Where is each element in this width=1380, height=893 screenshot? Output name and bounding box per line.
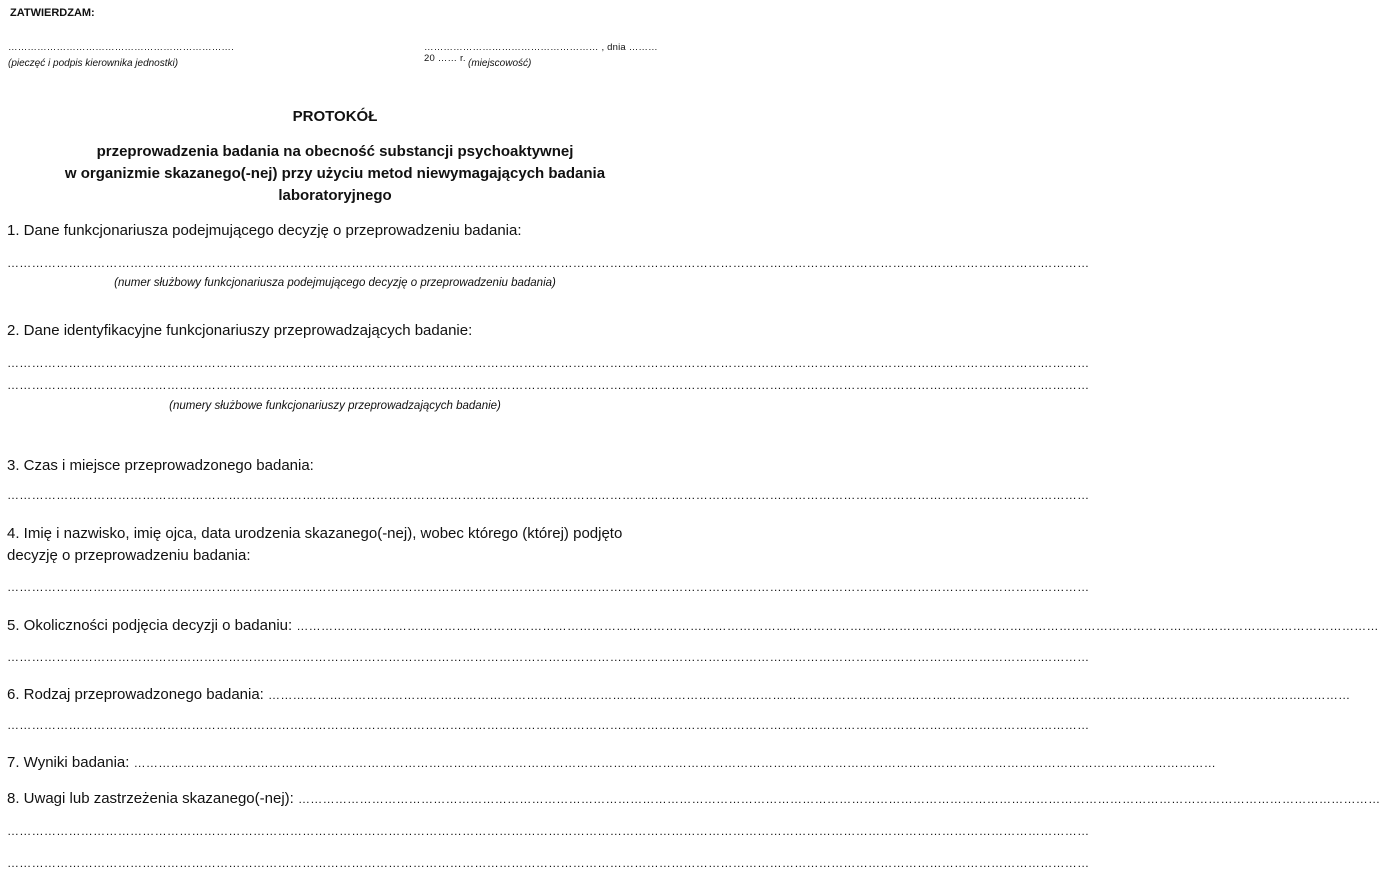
- item-8-inline-dots[interactable]: …………………………………………………………………………………………………………………………………………………………………………………………………………………………………………: [297, 792, 1380, 806]
- item-7-row: [7, 752, 1217, 774]
- item-6-fill-line[interactable]: …………………………………………………………………………………………………………………………………………………………………………………………………………………………………………: [7, 718, 1090, 732]
- item-5-label: 5. Okoliczności podjęcia decyzji o badaniu:: [7, 617, 293, 634]
- item-3-fill-line[interactable]: …………………………………………………………………………………………………………………………………………………………………………………………………………………………………………: [7, 488, 1090, 502]
- item-6-row: [7, 684, 1351, 706]
- item-4-label: 4. Imię i nazwisko, imię ojca, data urodzenia skazanego(-nej), wobec którego (której) podjęto decyzję o przeprowadzeniu badania:: [7, 525, 623, 564]
- item-8-row: [7, 788, 1380, 810]
- item-1-fill-line[interactable]: …………………………………………………………………………………………………………………………………………………………………………………………………………………………………………: [7, 256, 1090, 270]
- item-6-inline-dots[interactable]: …………………………………………………………………………………………………………………………………………………………………………………………………………………………………………: [268, 688, 1351, 702]
- item-3-label: 3. Czas i miejsce przeprowadzonego badania:: [7, 457, 314, 474]
- item-7-inline-dots[interactable]: …………………………………………………………………………………………………………………………………………………………………………………………………………………………………………: [133, 756, 1217, 770]
- item-5-inline-dots[interactable]: …………………………………………………………………………………………………………………………………………………………………………………………………………………………………………: [296, 619, 1379, 633]
- item-5-fill-line[interactable]: …………………………………………………………………………………………………………………………………………………………………………………………………………………………………………: [7, 650, 1090, 664]
- item-6-label: 6. Rodzaj przeprowadzonego badania:: [7, 686, 264, 703]
- item-8-fill-line-1[interactable]: …………………………………………………………………………………………………………………………………………………………………………………………………………………………………………: [7, 824, 1090, 838]
- subtitle-line-1: przeprowadzenia badania na obecność substancji psychoaktywnej: [96, 143, 574, 160]
- item-2-label: 2. Dane identyfikacyjne funkcjonariuszy przeprowadzających badanie:: [7, 322, 473, 339]
- item-7-label: 7. Wyniki badania:: [7, 754, 130, 771]
- item-5-row: [7, 615, 1379, 637]
- document-title: PROTOKÓŁ: [292, 108, 378, 125]
- signature-dots: …………………………………………………………….: [8, 42, 234, 53]
- signature-caption: (pieczęć i podpis kierownika jednostki): [8, 58, 179, 69]
- item-8-fill-line-2[interactable]: …………………………………………………………………………………………………………………………………………………………………………………………………………………………………………: [7, 856, 1090, 870]
- approval-label: ZATWIERDZAM:: [10, 7, 95, 19]
- subtitle-line-3: laboratoryjnego: [278, 187, 392, 204]
- item-2-caption: (numery służbowe funkcjonariuszy przeprowadzających badanie): [169, 400, 501, 412]
- place-caption: (miejscowość): [468, 58, 532, 69]
- item-2-fill-line-2[interactable]: …………………………………………………………………………………………………………………………………………………………………………………………………………………………………………: [7, 378, 1090, 392]
- item-1-caption: (numer służbowy funkcjonariusza podejmującego decyzję o przeprowadzeniu badania): [114, 277, 556, 289]
- place-date-line: ……………………………………………… , dnia ……… 20 …… r.: [424, 42, 658, 64]
- item-4-fill-line[interactable]: …………………………………………………………………………………………………………………………………………………………………………………………………………………………………………: [7, 580, 1090, 594]
- item-2-fill-line-1[interactable]: …………………………………………………………………………………………………………………………………………………………………………………………………………………………………………: [7, 356, 1090, 370]
- item-1-label: 1. Dane funkcjonariusza podejmującego decyzję o przeprowadzeniu badania:: [7, 222, 522, 239]
- subtitle-line-2: w organizmie skazanego(-nej) przy użyciu metod niewymagających badania: [64, 165, 606, 182]
- item-8-label: 8. Uwagi lub zastrzeżenia skazanego(-nej):: [7, 790, 294, 807]
